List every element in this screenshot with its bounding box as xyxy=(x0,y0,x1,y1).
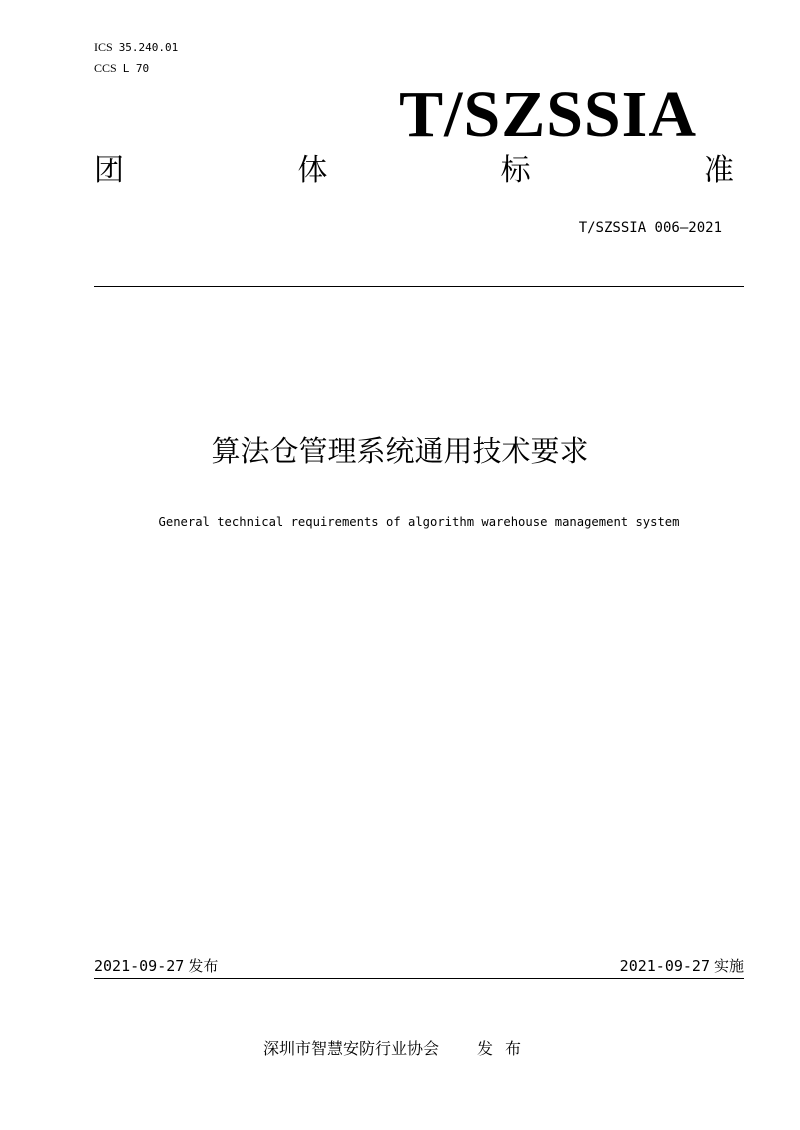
publisher-line xyxy=(263,1036,533,1059)
top-divider xyxy=(94,286,744,287)
implement-label: 实施 xyxy=(713,957,744,975)
implement-date-block xyxy=(620,955,744,976)
bottom-divider xyxy=(94,978,744,979)
document-title-zh: 算法仓管理系统通用技术要求 xyxy=(211,434,589,468)
ics-label: ICS xyxy=(94,40,113,54)
publisher-name: 深圳市智慧安防行业协会 xyxy=(263,1039,440,1058)
standard-type-char: 体 xyxy=(297,153,328,188)
publish-action: 发布 xyxy=(477,1039,534,1058)
ccs-value: L 70 xyxy=(122,62,150,75)
release-date-block xyxy=(94,955,218,976)
standard-type-char: 准 xyxy=(703,153,734,188)
standard-type-char: 标 xyxy=(500,153,531,188)
standard-type-heading xyxy=(94,153,734,188)
standard-type-char: 团 xyxy=(94,153,124,188)
ics-classification xyxy=(94,40,178,55)
ics-value: 35.240.01 xyxy=(118,41,179,54)
ccs-label: CCS xyxy=(94,61,117,75)
ccs-classification xyxy=(94,61,149,76)
release-label: 发布 xyxy=(188,957,219,975)
standard-code: T/SZSSIA 006—2021 xyxy=(578,220,722,236)
document-title-en: General technical requirements of algorithm warehouse management system xyxy=(158,515,680,529)
release-date: 2021-09-27 xyxy=(94,957,185,975)
implement-date: 2021-09-27 xyxy=(619,957,710,975)
association-brand-logo: T/SZSSIA xyxy=(399,78,697,151)
